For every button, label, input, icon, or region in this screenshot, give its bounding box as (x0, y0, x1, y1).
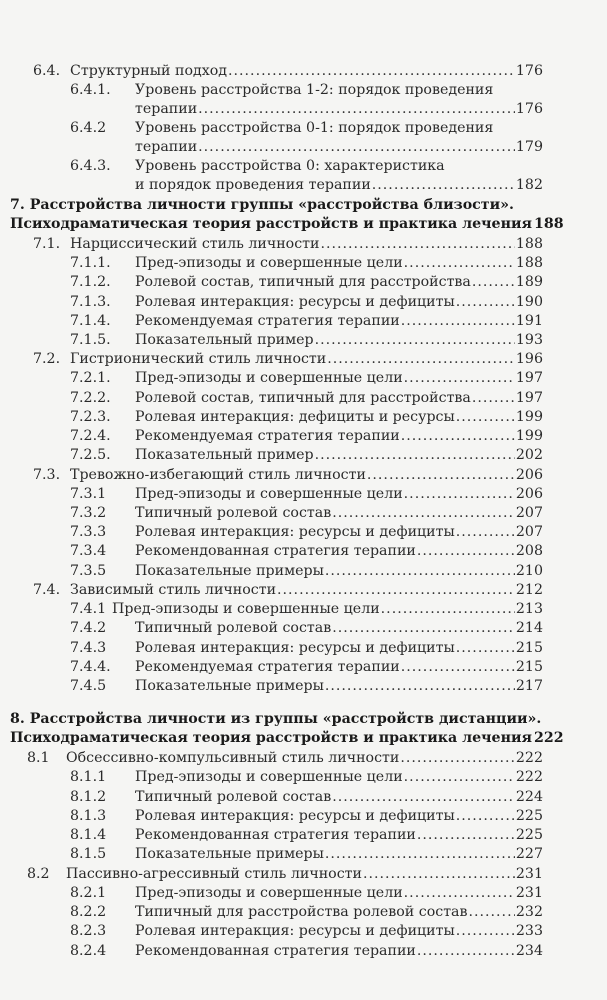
toc-entry[interactable] (135, 638, 543, 658)
toc-entry-title: Пред-эпизоды и совершенные цели (135, 255, 403, 271)
toc-leader-dots (320, 234, 514, 254)
toc-entry-title: Рекомендуемая стратегия терапии (135, 313, 400, 329)
toc-entry-number: 8.2.2 (70, 904, 107, 920)
toc-entry-title: Пред-эпизоды и совершенные цели (112, 601, 380, 617)
toc-entry[interactable] (135, 883, 543, 903)
toc-entry[interactable] (135, 426, 543, 446)
toc-leader-dots (332, 503, 515, 523)
toc-leader-dots (472, 272, 515, 292)
toc-entry[interactable] (70, 580, 543, 600)
toc-page-number: 197 (515, 390, 543, 406)
toc-page-number: 179 (515, 139, 543, 155)
toc-page-number: 217 (515, 678, 543, 694)
toc-leader-dots (327, 349, 515, 369)
toc-page-number: 222 (515, 769, 543, 785)
toc-entry[interactable] (70, 465, 543, 485)
toc-leader-dots (472, 388, 515, 408)
toc-entry-title-continued: терапии (135, 101, 198, 117)
toc-entry-title: Типичный ролевой состав (135, 505, 332, 521)
toc-entry-title-continued: и порядок проведения терапии (135, 177, 371, 193)
toc-entry-number: 7.1. (33, 236, 61, 252)
toc-entry-title: Пред-эпизоды и совершенные цели (135, 885, 403, 901)
toc-entry-number: 7.3.5 (70, 563, 107, 579)
toc-entry[interactable] (70, 234, 543, 254)
toc-entry[interactable] (66, 748, 543, 768)
toc-chapter-heading[interactable] (10, 195, 514, 215)
toc-entry-title: Обсессивно-компульсивный стиль личности (66, 750, 400, 766)
toc-page-number: 176 (515, 101, 543, 117)
toc-entry-title: Уровень расстройства 0-1: порядок проведения (135, 120, 494, 136)
toc-entry-title: Пассивно-агрессивный стиль личности (66, 866, 362, 882)
toc-page-number: 232 (515, 904, 543, 920)
toc-entry-number: 7.3.1 (70, 486, 107, 502)
toc-entry-title: Типичный ролевой состав (135, 789, 332, 805)
toc-leader-dots (456, 407, 515, 427)
toc-leader-dots (401, 426, 515, 446)
toc-entry-number: 7.2.1. (70, 370, 111, 386)
toc-leader-dots (367, 465, 515, 485)
toc-page-number: 193 (515, 332, 543, 348)
toc-page-number: 207 (515, 505, 543, 521)
toc-page-number: 208 (515, 543, 543, 559)
toc-entry[interactable] (135, 844, 543, 864)
toc-page-number: 199 (515, 428, 543, 444)
toc-entry-number: 8.2.1 (70, 885, 107, 901)
toc-entry[interactable] (135, 311, 543, 331)
toc-entry-number: 7.4. (33, 582, 61, 598)
toc-leader-dots (315, 330, 515, 350)
toc-entry[interactable] (135, 80, 493, 100)
toc-entry[interactable] (135, 388, 543, 408)
toc-page-number: 176 (515, 63, 543, 79)
toc-entry-continuation[interactable] (135, 137, 543, 157)
toc-entry-number: 7.4.3 (70, 640, 107, 656)
toc-entry-title: Структурный подход (70, 63, 228, 79)
toc-entry-title: Ролевой состав, типичный для расстройства (135, 390, 471, 406)
toc-entry[interactable] (135, 921, 543, 941)
toc-page-number: 215 (515, 640, 543, 656)
toc-entry-title: Рекомендованная стратегия терапии (135, 943, 416, 959)
toc-entry[interactable] (135, 561, 543, 581)
toc-entry-title: Рекомендованная стратегия терапии (135, 543, 416, 559)
toc-entry-title: Показательные примеры (135, 846, 324, 862)
toc-entry-title: Пред-эпизоды и совершенные цели (135, 486, 403, 502)
toc-page-number: 206 (515, 467, 543, 483)
toc-leader-dots (456, 292, 515, 312)
toc-page-number: 188 (515, 236, 543, 252)
toc-entry-title: Ролевая интеракция: ресурсы и дефициты (135, 294, 455, 310)
toc-entry-title: Показательные примеры (135, 678, 324, 694)
toc-entry-number: 7.2.2. (70, 390, 111, 406)
toc-chapter-heading-line2[interactable] (10, 728, 564, 748)
toc-entry-continuation[interactable] (135, 175, 543, 195)
toc-entry[interactable] (70, 349, 543, 369)
toc-entry[interactable] (135, 503, 543, 523)
toc-entry[interactable] (135, 407, 543, 427)
toc-leader-dots (456, 921, 515, 941)
toc-entry[interactable] (135, 767, 543, 787)
toc-entry-title: Ролевая интеракция: ресурсы и дефициты (135, 640, 455, 656)
toc-entry-number: 6.4.3. (70, 158, 111, 174)
toc-chapter-heading-line2[interactable] (10, 214, 564, 234)
toc-leader-dots (372, 175, 515, 195)
toc-page-number: 225 (515, 808, 543, 824)
toc-entry-number: 7.3.2 (70, 505, 107, 521)
toc-page-number: 233 (515, 923, 543, 939)
toc-page-number: 215 (515, 659, 543, 675)
toc-leader-dots (400, 748, 515, 768)
toc-entry-number: 8.1.5 (70, 846, 107, 862)
toc-chapter-heading[interactable] (10, 709, 541, 729)
toc-leader-dots (456, 522, 515, 542)
toc-entry[interactable] (66, 864, 543, 884)
toc-page-number: 196 (515, 351, 543, 367)
toc-page-number: 197 (515, 370, 543, 386)
toc-leader-dots (404, 484, 515, 504)
toc-entry-title: 7. Расстройства личности группы «расстройства близости». (10, 197, 514, 213)
toc-page-number: 234 (515, 943, 543, 959)
toc-page-number: 213 (515, 601, 543, 617)
toc-entry[interactable] (135, 806, 543, 826)
toc-entry[interactable] (135, 541, 543, 561)
toc-entry-title: Пред-эпизоды и совершенные цели (135, 769, 403, 785)
toc-leader-dots (332, 787, 515, 807)
toc-leader-dots (198, 137, 515, 157)
toc-entry-number: 7.3.3 (70, 524, 107, 540)
toc-page-number: 224 (515, 789, 543, 805)
toc-leader-dots (401, 657, 515, 677)
toc-entry-number: 7.2. (33, 351, 61, 367)
toc-entry-number: 7.1.5. (70, 332, 111, 348)
toc-entry-number: 7.3.4 (70, 543, 107, 559)
toc-entry-title: Показательные примеры (135, 563, 324, 579)
toc-entry-number: 7.1.2. (70, 274, 111, 290)
toc-page-number: 188 (515, 255, 543, 271)
toc-leader-dots (417, 941, 515, 961)
toc-entry-number: 8.2.3 (70, 923, 107, 939)
toc-entry-title-continued: Психодраматическая теория расстройств и практика лечения (10, 730, 532, 746)
toc-entry-title: 8. Расстройства личности из группы «расстройств дистанции». (10, 711, 542, 727)
toc-leader-dots (404, 767, 515, 787)
toc-page-number: 206 (515, 486, 543, 502)
toc-leader-dots (198, 99, 515, 119)
toc-entry[interactable] (135, 676, 543, 696)
toc-entry-number: 6.4. (33, 63, 61, 79)
toc-entry-number: 7.4.4. (70, 659, 111, 675)
toc-leader-dots (332, 618, 515, 638)
toc-entry-title: Ролевой состав, типичный для расстройства (135, 274, 471, 290)
toc-leader-dots (325, 844, 515, 864)
toc-leader-dots (417, 825, 515, 845)
toc-page-number: 210 (515, 563, 543, 579)
toc-entry-number: 8.1.3 (70, 808, 107, 824)
toc-entry-title: Уровень расстройства 0: характеристика (135, 158, 445, 174)
toc-entry-title-continued: Психодраматическая теория расстройств и практика лечения (10, 216, 532, 232)
toc-page-number: 199 (515, 409, 543, 425)
toc-leader-dots (363, 864, 515, 884)
toc-entry[interactable] (135, 902, 543, 922)
toc-entry-number: 7.2.5. (70, 447, 111, 463)
toc-entry-title: Тревожно-избегающий стиль личности (70, 467, 366, 483)
toc-entry-title: Рекомендованная стратегия терапии (135, 827, 416, 843)
toc-entry-number: 7.4.5 (70, 678, 107, 694)
toc-page-number: 227 (515, 846, 543, 862)
toc-entry-number: 7.3. (33, 467, 61, 483)
toc-entry-title: Рекомендуемая стратегия терапии (135, 428, 400, 444)
toc-page-number: 214 (515, 620, 543, 636)
toc-page-number: 225 (515, 827, 543, 843)
toc-entry-title: Типичный для расстройства ролевой состав (135, 904, 468, 920)
toc-page-number: 222 (515, 750, 543, 766)
toc-leader-dots (404, 883, 515, 903)
toc-entry[interactable] (135, 368, 543, 388)
toc-leader-dots (404, 253, 515, 273)
toc-entry[interactable] (135, 787, 543, 807)
toc-entry[interactable] (135, 825, 543, 845)
toc-leader-dots (401, 311, 515, 331)
toc-entry-number: 7.1.1. (70, 255, 111, 271)
toc-entry[interactable] (70, 61, 543, 81)
toc-entry-title: Нарциссический стиль личности (70, 236, 320, 252)
toc-entry-title: Зависимый стиль личности (70, 582, 277, 598)
toc-entry[interactable] (135, 272, 543, 292)
toc-entry[interactable] (135, 522, 543, 542)
toc-leader-dots (456, 638, 515, 658)
toc-entry-title: Рекомендуемая стратегия терапии (135, 659, 400, 675)
toc-entry-title: Гистрионический стиль личности (70, 351, 327, 367)
toc-entry[interactable] (135, 618, 543, 638)
toc-entry-number: 8.1.1 (70, 769, 107, 785)
toc-entry-number: 7.1.3. (70, 294, 111, 310)
toc-entry[interactable] (135, 156, 445, 176)
toc-page-number: 231 (515, 866, 543, 882)
toc-page-number: 207 (515, 524, 543, 540)
toc-entry-number: 8.2 (27, 866, 50, 882)
toc-leader-dots (456, 806, 515, 826)
toc-leader-dots (325, 561, 515, 581)
toc-entry[interactable] (135, 118, 493, 138)
toc-leader-dots (469, 902, 515, 922)
toc-leader-dots (228, 61, 515, 81)
toc-entry-continuation[interactable] (135, 99, 543, 119)
toc-page-number: 212 (515, 582, 543, 598)
toc-page-number: 190 (515, 294, 543, 310)
toc-leader-dots (277, 580, 515, 600)
toc-page-number: 231 (515, 885, 543, 901)
toc-page-number: 222 (533, 730, 564, 746)
toc-entry-title: Показательный пример (135, 447, 314, 463)
toc-page-number: 188 (533, 216, 564, 232)
toc-entry[interactable] (135, 330, 543, 350)
toc-leader-dots (417, 541, 515, 561)
toc-entry-title: Уровень расстройства 1-2: порядок проведения (135, 82, 494, 98)
toc-entry-number: 7.2.4. (70, 428, 111, 444)
toc-entry[interactable] (135, 657, 543, 677)
toc-entry-title: Показательный пример (135, 332, 314, 348)
toc-entry-number: 7.2.3. (70, 409, 111, 425)
toc-entry-number: 8.2.4 (70, 943, 107, 959)
toc-entry[interactable] (135, 941, 543, 961)
toc-leader-dots (325, 676, 515, 696)
toc-entry[interactable] (135, 445, 543, 465)
toc-entry-number: 8.1.2 (70, 789, 107, 805)
toc-leader-dots (381, 599, 515, 619)
toc-leader-dots (404, 368, 515, 388)
toc-page-number: 191 (515, 313, 543, 329)
toc-entry-title: Ролевая интеракция: ресурсы и дефициты (135, 524, 455, 540)
toc-entry[interactable] (135, 484, 543, 504)
toc-entry-number: 7.4.2 (70, 620, 107, 636)
toc-entry-number: 8.1.4 (70, 827, 107, 843)
toc-leader-dots (315, 445, 515, 465)
toc-entry-title: Ролевая интеракция: ресурсы и дефициты (135, 808, 455, 824)
toc-entry[interactable] (135, 253, 543, 273)
toc-entry-number: 8.1 (27, 750, 50, 766)
toc-entry-number: 6.4.2 (70, 120, 107, 136)
toc-page-number: 189 (515, 274, 543, 290)
toc-page-number: 202 (515, 447, 543, 463)
toc-entry-title-continued: терапии (135, 139, 198, 155)
toc-page-number: 182 (515, 177, 543, 193)
toc-entry-number: 6.4.1. (70, 82, 111, 98)
toc-entry-title: Типичный ролевой состав (135, 620, 332, 636)
toc-entry[interactable] (135, 292, 543, 312)
toc-entry-title: Ролевая интеракция: ресурсы и дефициты (135, 923, 455, 939)
toc-entry-number: 7.1.4. (70, 313, 111, 329)
toc-entry-title: Ролевая интеракция: дефициты и ресурсы (135, 409, 455, 425)
toc-entry-number: 7.4.1 (70, 601, 107, 617)
toc-entry-title: Пред-эпизоды и совершенные цели (135, 370, 403, 386)
toc-entry[interactable] (112, 599, 543, 619)
